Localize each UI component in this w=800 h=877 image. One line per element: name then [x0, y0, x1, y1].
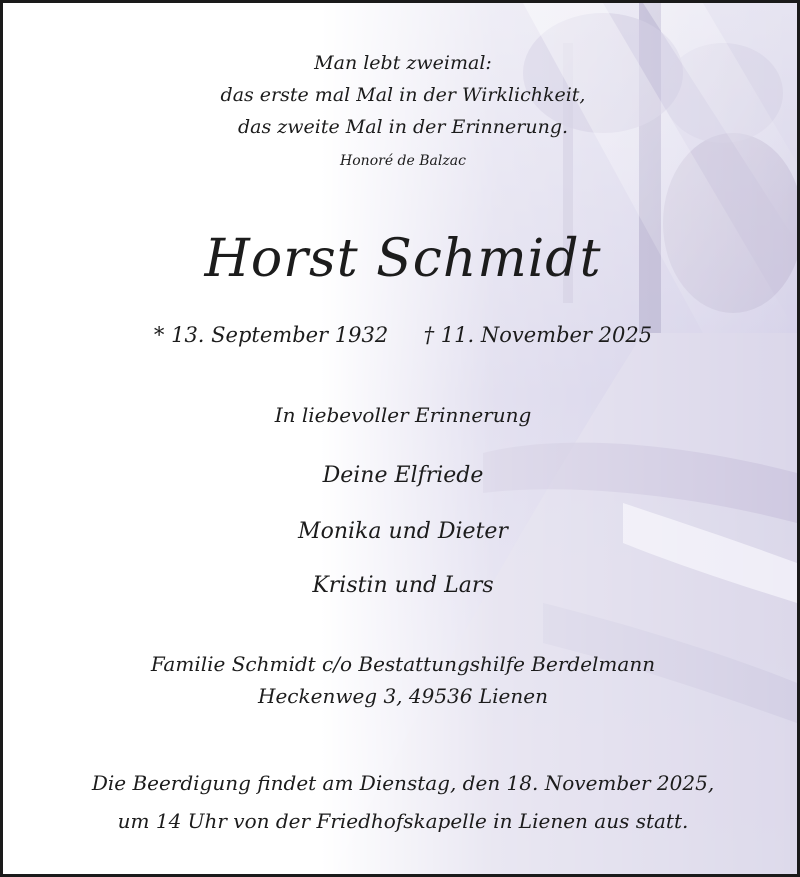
quote-line-3: das zweite Mal in der Erinnerung.: [237, 116, 569, 138]
remembrance-intro: In liebevoller Erinnerung: [274, 403, 532, 427]
contact-address-line-2: Heckenweg 3, 49536 Lienen: [258, 684, 548, 708]
mourner-name: Deine Elfriede: [322, 463, 484, 488]
mourner-name: Monika und Dieter: [298, 519, 508, 544]
mourner-name: Kristin und Lars: [312, 573, 494, 598]
life-dates: [3, 323, 800, 347]
deceased-name: Horst Schmidt: [204, 229, 602, 289]
birth-date: * 13. September 1932: [153, 323, 389, 347]
quote-line-2: das erste mal Mal in der Wirklichkeit,: [220, 84, 586, 106]
death-date: † 11. November 2025: [423, 323, 653, 347]
contact-address-line-1: Familie Schmidt c/o Bestattungshilfe Berdelmann: [150, 652, 656, 676]
quote-line-1: Man lebt zweimal:: [314, 52, 492, 74]
funeral-info-line-1: Die Beerdigung findet am Dienstag, den 18. November 2025,: [91, 771, 715, 795]
funeral-info-line-2: um 14 Uhr von der Friedhofskapelle in Lienen aus statt.: [117, 809, 689, 833]
quote-author: Honoré de Balzac: [340, 153, 466, 169]
